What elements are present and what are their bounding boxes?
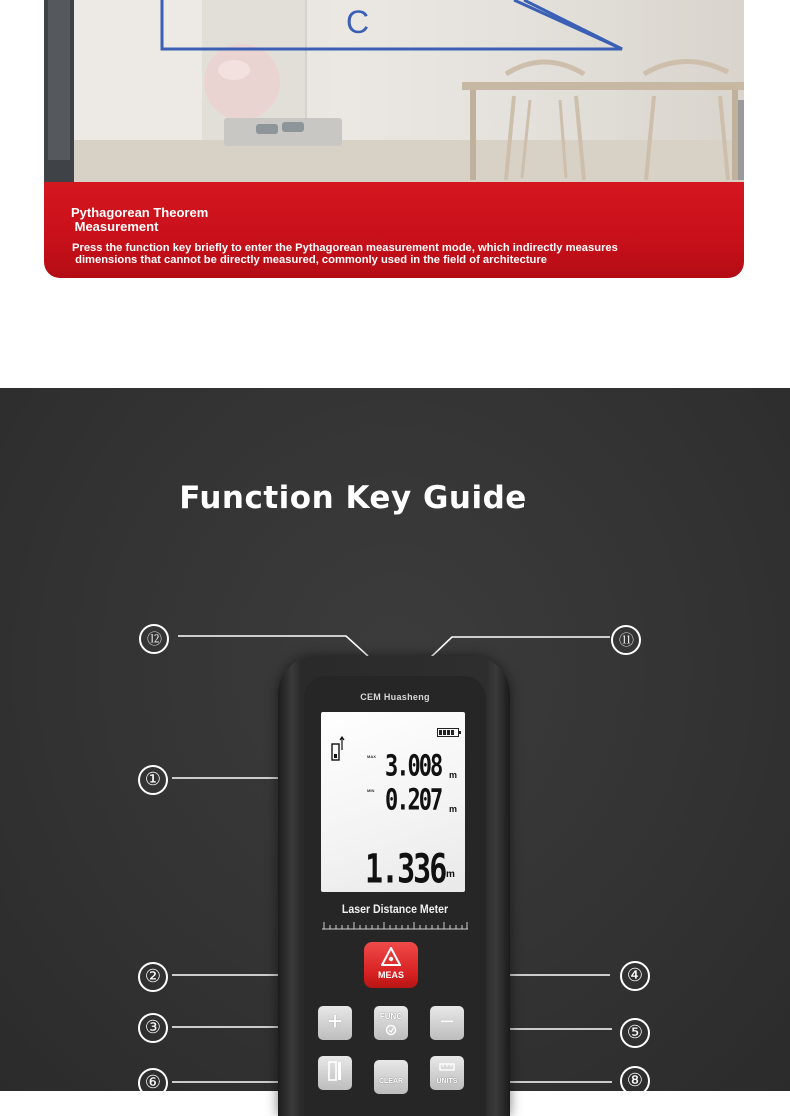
plus-icon: + xyxy=(327,1006,343,1036)
meas-button-label: MEAS xyxy=(377,970,404,980)
reading-main-unit: m xyxy=(446,869,455,880)
feature-card xyxy=(44,0,744,278)
func-button-label: FUNC xyxy=(379,1012,403,1021)
room-photo xyxy=(44,0,744,182)
device-brand: CEM Huasheng xyxy=(360,692,430,702)
max-tag: MAX xyxy=(367,754,376,759)
feature-title: Pythagorean Theorem Measurement xyxy=(71,205,209,234)
meas-button[interactable] xyxy=(364,942,418,988)
reading-min-unit: m xyxy=(449,804,458,814)
ruler-icon xyxy=(439,1060,455,1072)
laser-distance-meter xyxy=(278,656,510,1116)
callout-3: ③ xyxy=(138,1013,168,1043)
reading-max: 3.008 xyxy=(385,750,442,784)
laser-warning-icon xyxy=(381,947,401,967)
triangle-side-label: C xyxy=(346,4,370,40)
minus-button[interactable] xyxy=(430,1006,464,1040)
reference-point-icon xyxy=(331,736,345,764)
ruler-scale xyxy=(322,920,468,930)
lcd-screen xyxy=(321,712,465,892)
room-scene-illustration xyxy=(44,0,744,182)
feature-info-band xyxy=(44,182,744,278)
callout-5: ⑤ xyxy=(620,1018,650,1048)
function-key-guide-section xyxy=(0,388,790,1091)
plus-button[interactable] xyxy=(318,1006,352,1040)
callout-8: ⑧ xyxy=(620,1066,650,1096)
func-button[interactable] xyxy=(374,1006,408,1040)
reading-main: 1.336 xyxy=(365,846,446,894)
units-button[interactable] xyxy=(430,1056,464,1090)
reference-button[interactable] xyxy=(318,1056,352,1090)
callout-4: ④ xyxy=(620,961,650,991)
clear-button-label: CLEAR xyxy=(378,1078,404,1085)
callout-11: ⑪ xyxy=(611,625,641,655)
device-label: Laser Distance Meter xyxy=(341,902,449,916)
clear-button[interactable] xyxy=(374,1060,408,1094)
min-tag: MIN xyxy=(367,788,375,793)
callout-2: ② xyxy=(138,962,168,992)
callout-1: ① xyxy=(138,765,168,795)
units-button-label: UNITS xyxy=(436,1078,458,1085)
timer-icon xyxy=(385,1024,397,1036)
feature-description: Press the function key briefly to enter the Pythagorean measurement mode, which indirectly measures dimensions that cannot be directly measured, commonly used in the field of architecture xyxy=(72,242,618,266)
battery-icon xyxy=(437,728,459,737)
pythagorean-feature-section xyxy=(0,0,790,388)
guide-title: Function Key Guide xyxy=(179,480,527,516)
device-face xyxy=(304,676,486,1116)
reading-max-unit: m xyxy=(449,770,458,780)
minus-icon: − xyxy=(439,1006,455,1036)
callout-6: ⑥ xyxy=(138,1068,168,1098)
reading-min: 0.207 xyxy=(385,784,442,818)
callout-12: ⑫ xyxy=(139,624,169,654)
device-reference-icon xyxy=(327,1060,343,1082)
